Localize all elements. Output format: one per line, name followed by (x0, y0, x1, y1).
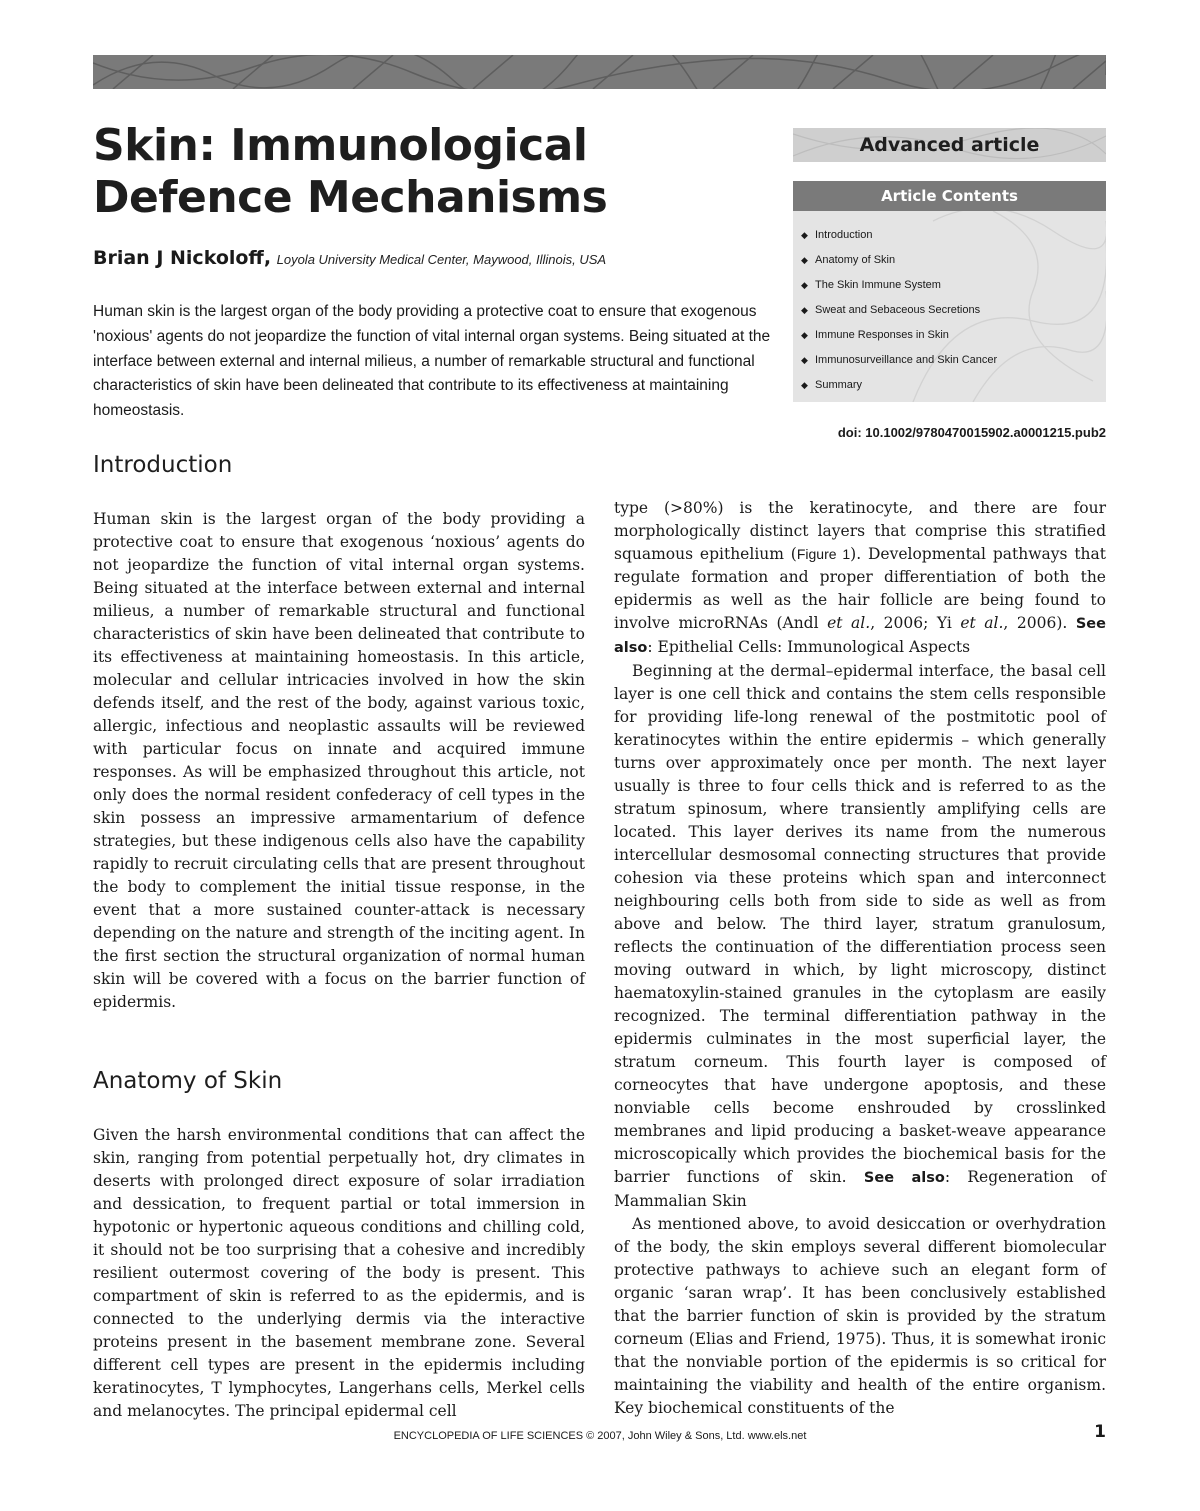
et-al: et al. (827, 614, 871, 632)
contents-item-label: Immunosurveillance and Skin Cancer (815, 354, 998, 366)
contents-item-label: Sweat and Sebaceous Secretions (815, 304, 981, 316)
contents-item-label: The Skin Immune System (815, 279, 941, 291)
contents-list (793, 211, 1106, 398)
contents-item-introduction[interactable] (793, 223, 1106, 248)
bullet-icon: ◆ (801, 255, 808, 265)
contents-item-secretions[interactable] (793, 298, 1106, 323)
header-banner (93, 55, 1106, 89)
article-type-label (793, 128, 1106, 162)
contents-item-anatomy[interactable] (793, 248, 1106, 273)
anatomy-body (93, 1124, 585, 1423)
bullet-icon: ◆ (801, 330, 808, 340)
text-run: ). Developmental pathways that regulate formation and proper differentiation of both the epidermis as well as the hair follicle are being found to involve microRNAs (Andl (614, 545, 1106, 632)
bullet-icon: ◆ (801, 305, 808, 315)
right-paragraph-3: As mentioned above, to avoid desiccation or overhydration of the body, the skin employs several different biomolecular protective pathways to achieve such an elegant form of organic ‘saran wrap’. It has been conclusively established that the barrier function of skin is provided by the stratum corneum (Elias and Friend, 1975). Thus, it is somewhat ironic that the nonviable portion of the epidermis is so critical for maintaining the viability and health of the entire organism. Key biochemical constituents of the (614, 1215, 1106, 1417)
bullet-icon: ◆ (801, 380, 808, 390)
contents-item-immune-system[interactable] (793, 273, 1106, 298)
text-run: type (>80%) is the keratinocyte, and there are four morphologically distinct layers that comprise this stratified squamous epithelium ( (614, 499, 1106, 563)
contents-item-immunosurveillance[interactable] (793, 348, 1106, 373)
abstract: Human skin is the largest organ of the body providing a protective coat to ensure that exogenous 'noxious' agents do not jeopardize the function of vital internal organ systems. Being situated at the interface between external and internal milieus, a number of remarkable structural and functional characteristics of skin have been delineated that contribute to its effectiveness at maintaining homeostasis. (93, 303, 771, 420)
see-also-label: See also (863, 1170, 945, 1186)
doi[interactable]: doi: 10.1002/9780470015902.a0001215.pub2 (837, 425, 1106, 440)
right-paragraph-1 (614, 497, 1106, 660)
see-also-link-regeneration[interactable]: : Regeneration of Mammalian Skin (614, 1168, 1106, 1210)
text-run: , 2006; Yi (870, 614, 961, 632)
right-column (614, 497, 1106, 1420)
contents-item-label: Summary (815, 379, 863, 391)
see-also-link-epithelial[interactable]: : Epithelial Cells: Immunological Aspects (647, 638, 971, 656)
heading-introduction: Introduction (93, 452, 233, 478)
see-also-label: See also (614, 616, 1106, 656)
anatomy-paragraph: Given the harsh environmental conditions that can affect the skin, ranging from potential perpetually hot, dry climates in deserts with prolonged direct exposure of solar irradiation and dessication, to frequent partial or total immersion in hypotonic or hypertonic aqueous conditions and chilling cold, it should not be too surprising that a cohesive and incredibly resilient outermost covering of the body is present. This compartment of skin is referred to as the epidermis, and is connected to the underlying dermis via the interactive proteins present in the basement membrane zone. Several different cell types are present in the epidermis including keratinocytes, T lymphocytes, Langerhans cells, Merkel cells and melanocytes. The principal epidermal cell (93, 1126, 585, 1420)
right-paragraph-2 (614, 660, 1106, 1213)
footer-text: ENCYCLOPEDIA OF LIFE SCIENCES © 2007, John Wiley & Sons, Ltd. www.els.net (393, 1430, 807, 1442)
intro-body (93, 508, 585, 1014)
contents-item-summary[interactable] (793, 373, 1106, 398)
text-run: Beginning at the dermal–epidermal interface, the basal cell layer is one cell thick and contains the stem cells responsible for providing life-long renewal of the postmitotic pool of keratinocytes within the entire epidermis – which generally turns over approximately once per month. The next layer usually is three to four cells thick and is referred to as the stratum spinosum, where transiently amplifying cells are located. This layer derives its name from the numerous intercellular desmosomal connecting structures that provide cohesion via these proteins which span and interconnect neighbouring cells both from side to side as well as from above and below. The third layer, stratum granulosum, reflects the continuation of the differentiation process seen moving outward in which, by light microscopy, distinct haematoxylin-stained granules in the cytoplasm are easily recognized. The terminal differentiation pathway in the epidermis culminates in the most superficial layer, the stratum corneum. This fourth layer is composed of corneocytes that have undergone apoptosis, and these nonviable cells become enshrouded by crosslinked membranes and lipid producing a basket-weave appearance microscopically which provides the biochemical basis for the barrier functions of skin. (614, 662, 1106, 1186)
figure-1-link[interactable]: Figure 1 (796, 546, 851, 562)
text-run: , 2006). (1003, 614, 1076, 632)
author-line (93, 246, 793, 272)
bullet-icon: ◆ (801, 230, 808, 240)
banner-pattern (93, 55, 1106, 89)
contents-title: Article Contents (793, 181, 1106, 211)
contents-item-immune-responses[interactable] (793, 323, 1106, 348)
article-type-text: Advanced article (859, 134, 1040, 156)
intro-paragraph: Human skin is the largest organ of the body providing a protective coat to ensure that exogenous ‘noxious’ agents do not jeopardize the function of vital internal organ systems. Being situated at the interface between external and internal milieus, a number of remarkable structural and functional characteristics of skin have been delineated that contribute to its effectiveness at maintaining homeostasis. In this article, molecular and cellular intricacies involved in how the skin defends itself, and the rest of the body, against various toxic, allergic, infectious and neoplastic assaults will be reviewed with particular focus on innate and acquired immune responses. As will be emphasized throughout this article, not only does the normal resident confederacy of cell types in the skin possess an impressive armamentarium of defence strategies, but these indigenous cells also have the capability rapidly to recruit circulating cells that are present throughout the body to complement the initial tissue response, in the event that a more sustained counter-attack is necessary depending on the nature and strength of the inciting agent. In the first section the structural organization of normal human skin will be covered with a focus on the barrier function of epidermis. (93, 510, 585, 1011)
page-number: 1 (1094, 1422, 1106, 1442)
article-contents-box (793, 181, 1106, 402)
bullet-icon: ◆ (801, 280, 808, 290)
contents-item-label: Introduction (815, 229, 873, 241)
contents-item-label: Anatomy of Skin (815, 254, 896, 266)
bullet-icon: ◆ (801, 355, 808, 365)
author-name: Brian J Nickoloff, (93, 247, 272, 269)
contents-item-label: Immune Responses in Skin (815, 329, 949, 341)
article-title: Skin: Immunological Defence Mechanisms (93, 120, 608, 223)
et-al: et al. (960, 614, 1004, 632)
author-affiliation: Loyola University Medical Center, Maywood, Illinois, USA (276, 252, 607, 267)
heading-anatomy: Anatomy of Skin (93, 1068, 283, 1094)
